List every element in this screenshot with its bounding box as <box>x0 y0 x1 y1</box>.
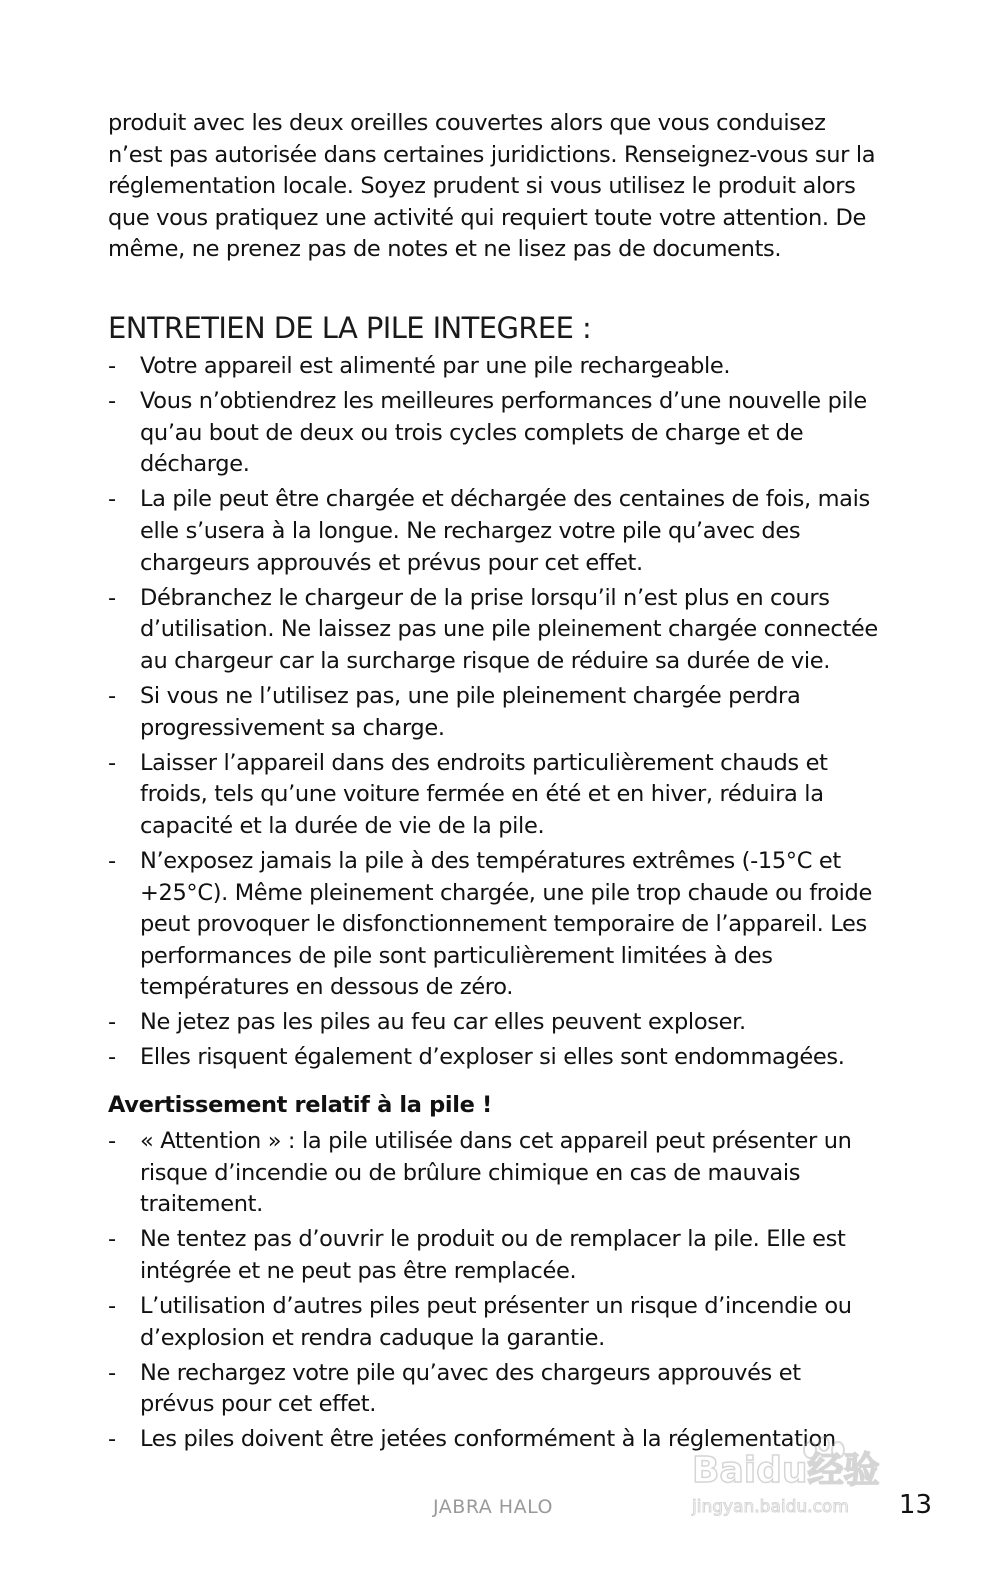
watermark-url: jingyan.baidu.com <box>692 1497 849 1517</box>
list-item-text: Ne tentez pas d’ouvrir le produit ou de remplacer la pile. Elle est intégrée et ne peut pas être remplacée. <box>140 1226 846 1284</box>
list-item <box>108 1424 878 1456</box>
section-title-battery-care: ENTRETIEN DE LA PILE INTEGREE : <box>108 311 592 345</box>
battery-warning-list <box>108 1126 878 1459</box>
list-item-text: Vous n’obtiendrez les meilleures performances d’une nouvelle pile qu’au bout de deux ou trois cycles complets de charge et de décharge. <box>140 388 867 478</box>
list-item-text: Votre appareil est alimenté par une pile rechargeable. <box>140 353 731 379</box>
bullet-dash: - <box>108 682 116 709</box>
intro-paragraph: produit avec les deux oreilles couvertes alors que vous conduisez n’est pas autorisée dans certaines juridictions. Renseignez-vous sur la réglementation locale. Soyez prudent si vous utilisez le produit alors que vous pratiquez une activité qui requiert toute votre attention. De même, ne prenez pas de notes et ne lisez pas de documents. <box>108 110 876 263</box>
bullet-dash: - <box>108 1009 116 1036</box>
list-item <box>108 846 878 1004</box>
bullet-dash: - <box>108 1128 116 1154</box>
list-item-text: Elles risquent également d’exploser si elles sont endommagées. <box>140 1044 845 1071</box>
list-item <box>108 1358 878 1421</box>
bullet-dash: - <box>108 353 116 379</box>
list-item-text: Si vous ne l’utilisez pas, une pile pleinement chargée perdra progressivement sa charge. <box>140 682 801 741</box>
list-item-text: Débranchez le chargeur de la prise lorsqu’il n’est plus en cours d’utilisation. Ne laissez pas une pile pleinement chargée connectée au chargeur car la surcharge risque de réduire sa durée de vie. <box>140 584 878 674</box>
bullet-dash: - <box>108 1359 116 1386</box>
list-item-text: N’exposez jamais la pile à des températures extrêmes (-15°C et +25°C). Même pleinement chargée, une pile trop chaude ou froide peut provoquer le disfonctionnement temporaire de l’appareil. Les performances de pile sont particulièrement limitées à des températures en dessous de zéro. <box>140 847 872 1001</box>
list-item-text: Les piles doivent être jetées conformément à la réglementation <box>140 1426 836 1453</box>
battery-care-list <box>108 351 878 1078</box>
list-item-text: La pile peut être chargée et déchargée des centaines de fois, mais elle s’usera à la longue. Ne rechargez votre pile qu’avec des chargeurs approuvés et prévus pour cet effet. <box>140 486 870 576</box>
list-item <box>108 583 878 678</box>
list-item-text: Ne jetez pas les piles au feu car elles peuvent exploser. <box>140 1009 746 1036</box>
bullet-dash: - <box>108 847 116 874</box>
list-item-text: Ne rechargez votre pile qu’avec des chargeurs approuvés et prévus pour cet effet. <box>140 1359 801 1418</box>
list-item <box>108 1126 878 1221</box>
list-item <box>108 1224 878 1287</box>
list-item-text: Laisser l’appareil dans des endroits particulièrement chauds et froids, tels qu’une voiture fermée en été et en hiver, réduira la capacité et la durée de vie de la pile. <box>140 749 828 839</box>
bullet-dash: - <box>108 584 116 611</box>
bullet-dash: - <box>108 1292 116 1319</box>
list-item-text: L’utilisation d’autres piles peut présenter un risque d’incendie ou d’explosion et rendra caduque la garantie. <box>140 1292 852 1351</box>
page-number: 13 <box>898 1490 932 1520</box>
list-item <box>108 1291 878 1354</box>
list-item <box>108 386 878 481</box>
list-item <box>108 351 878 383</box>
bullet-dash: - <box>108 1226 116 1253</box>
list-item <box>108 1007 878 1039</box>
list-item <box>108 681 878 744</box>
list-item <box>108 484 878 579</box>
list-item <box>108 748 878 843</box>
bullet-dash: - <box>108 1426 116 1453</box>
bullet-dash: - <box>108 1044 116 1071</box>
footer-brand: JABRA HALO <box>433 1496 553 1518</box>
watermark-title: Baidu经验 <box>692 1450 880 1491</box>
bullet-dash: - <box>108 486 116 513</box>
bullet-dash: - <box>108 388 116 415</box>
section-title-battery-warning: Avertissement relatif à la pile ! <box>108 1092 492 1118</box>
list-item-text: « Attention » : la pile utilisée dans cet appareil peut présenter un risque d’incendie ou de brûlure chimique en cas de mauvais traitement. <box>140 1128 852 1218</box>
bullet-dash: - <box>108 749 116 776</box>
list-item <box>108 1042 878 1074</box>
